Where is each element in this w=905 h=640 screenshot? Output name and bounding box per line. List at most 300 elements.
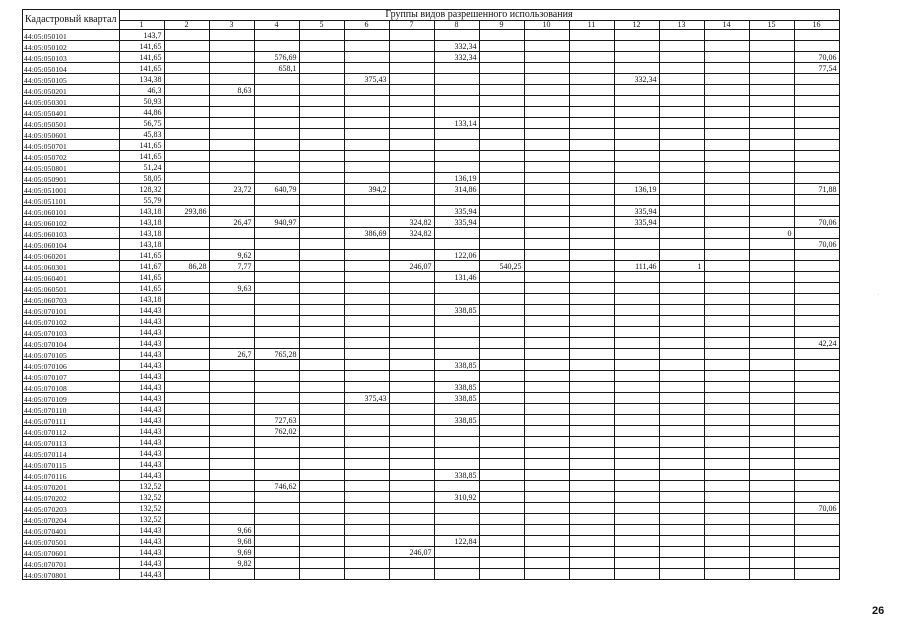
group-value (749, 514, 794, 525)
group-value (209, 107, 254, 118)
group-value (389, 415, 434, 426)
group-value: 141,65 (119, 140, 164, 151)
group-value (389, 41, 434, 52)
group-value (434, 162, 479, 173)
group-value (164, 129, 209, 140)
group-value (569, 536, 614, 547)
group-value (209, 426, 254, 437)
group-value (749, 118, 794, 129)
group-value (209, 294, 254, 305)
group-value (659, 107, 704, 118)
group-value (344, 415, 389, 426)
group-value (479, 239, 524, 250)
group-value (659, 118, 704, 129)
group-value (299, 371, 344, 382)
column-number: 12 (614, 21, 659, 30)
group-value (254, 459, 299, 470)
cadastral-number: 44:05:070113 (23, 437, 120, 448)
group-value (434, 481, 479, 492)
group-value: 141,65 (119, 250, 164, 261)
group-value (254, 525, 299, 536)
group-value (704, 173, 749, 184)
group-value (614, 547, 659, 558)
group-value (299, 162, 344, 173)
group-value (569, 151, 614, 162)
group-value (479, 162, 524, 173)
group-value (254, 283, 299, 294)
group-value (344, 250, 389, 261)
group-value (749, 316, 794, 327)
group-value (749, 492, 794, 503)
group-value: 144,43 (119, 470, 164, 481)
group-value (434, 151, 479, 162)
group-value (299, 393, 344, 404)
group-value (434, 547, 479, 558)
table-row (23, 41, 840, 52)
column-number: 2 (164, 21, 209, 30)
cadastral-number: 44:05:060103 (23, 228, 120, 239)
column-number: 5 (299, 21, 344, 30)
group-value (344, 294, 389, 305)
group-value (794, 404, 839, 415)
group-value (749, 107, 794, 118)
group-value: 143,18 (119, 217, 164, 228)
group-value (524, 250, 569, 261)
cadastral-number: 44:05:050301 (23, 96, 120, 107)
group-value (794, 272, 839, 283)
group-value (299, 382, 344, 393)
group-value (479, 195, 524, 206)
group-value (659, 316, 704, 327)
group-value (344, 261, 389, 272)
group-value (479, 481, 524, 492)
group-value (434, 569, 479, 580)
group-value (704, 151, 749, 162)
group-value (479, 107, 524, 118)
cadastral-number: 44:05:050101 (23, 30, 120, 41)
group-value (164, 184, 209, 195)
group-value (794, 96, 839, 107)
table-row (23, 415, 840, 426)
group-value (569, 283, 614, 294)
group-value (524, 96, 569, 107)
table-row (23, 162, 840, 173)
group-value (569, 118, 614, 129)
group-value: 540,25 (479, 261, 524, 272)
group-value (794, 514, 839, 525)
group-value (254, 173, 299, 184)
group-value (704, 41, 749, 52)
group-value (569, 184, 614, 195)
group-value (164, 63, 209, 74)
group-value (389, 338, 434, 349)
group-value (299, 294, 344, 305)
group-value (524, 41, 569, 52)
group-value (659, 536, 704, 547)
group-value (299, 316, 344, 327)
group-value (209, 514, 254, 525)
group-value (344, 349, 389, 360)
group-value: 143,18 (119, 294, 164, 305)
group-value (704, 228, 749, 239)
group-value: 8,63 (209, 85, 254, 96)
group-value (479, 547, 524, 558)
cadastral-number: 44:05:050701 (23, 140, 120, 151)
group-value (479, 437, 524, 448)
group-value (749, 305, 794, 316)
group-value: 143,18 (119, 239, 164, 250)
cadastral-number: 44:05:070801 (23, 569, 120, 580)
cadastral-number: 44:05:070701 (23, 558, 120, 569)
column-number: 7 (389, 21, 434, 30)
group-value (164, 96, 209, 107)
group-value (254, 371, 299, 382)
table-row (23, 206, 840, 217)
group-value (164, 404, 209, 415)
table-row (23, 338, 840, 349)
group-value (344, 459, 389, 470)
group-value: 46,3 (119, 85, 164, 96)
group-value (434, 338, 479, 349)
group-value (209, 338, 254, 349)
group-value (524, 239, 569, 250)
group-value (794, 173, 839, 184)
group-value (749, 404, 794, 415)
group-value (704, 283, 749, 294)
group-value: 246,07 (389, 261, 434, 272)
column-number: 15 (749, 21, 794, 30)
group-value (434, 63, 479, 74)
group-value (659, 349, 704, 360)
group-value (614, 41, 659, 52)
cadastral-number: 44:05:070102 (23, 316, 120, 327)
table-row (23, 173, 840, 184)
group-value (794, 371, 839, 382)
group-value: 338,85 (434, 382, 479, 393)
group-value (299, 283, 344, 294)
group-value (389, 492, 434, 503)
group-value (524, 173, 569, 184)
group-value (479, 503, 524, 514)
group-value (614, 382, 659, 393)
group-value (524, 283, 569, 294)
table-row (23, 382, 840, 393)
group-value (299, 85, 344, 96)
group-value (254, 305, 299, 316)
group-value (344, 52, 389, 63)
group-value (254, 272, 299, 283)
group-value (164, 393, 209, 404)
group-value (749, 371, 794, 382)
group-value (569, 360, 614, 371)
table-row (23, 239, 840, 250)
group-value (749, 52, 794, 63)
group-value (794, 294, 839, 305)
column-number: 1 (119, 21, 164, 30)
group-value (704, 382, 749, 393)
group-value (254, 382, 299, 393)
group-value (209, 96, 254, 107)
group-value (299, 437, 344, 448)
group-value (209, 415, 254, 426)
group-value (794, 382, 839, 393)
group-value (659, 426, 704, 437)
group-value: 141,65 (119, 272, 164, 283)
group-value (524, 118, 569, 129)
group-value (479, 393, 524, 404)
group-value (299, 569, 344, 580)
group-value (614, 415, 659, 426)
group-value (344, 151, 389, 162)
group-value (479, 305, 524, 316)
group-value (434, 316, 479, 327)
group-value (749, 437, 794, 448)
group-value (794, 261, 839, 272)
cadastral-number: 44:05:070107 (23, 371, 120, 382)
group-value (794, 448, 839, 459)
group-value (524, 316, 569, 327)
group-value (614, 393, 659, 404)
group-value (299, 349, 344, 360)
group-value (704, 426, 749, 437)
table-row (23, 360, 840, 371)
group-value: 144,43 (119, 437, 164, 448)
group-value (704, 162, 749, 173)
group-value (614, 151, 659, 162)
group-value (164, 283, 209, 294)
group-value: 640,79 (254, 184, 299, 195)
column-number: 10 (524, 21, 569, 30)
group-value (614, 162, 659, 173)
group-value (344, 481, 389, 492)
table-row (23, 74, 840, 85)
group-value (164, 481, 209, 492)
group-value (209, 316, 254, 327)
group-value (209, 305, 254, 316)
group-value (704, 393, 749, 404)
column-number: 3 (209, 21, 254, 30)
group-value (479, 316, 524, 327)
group-value (614, 239, 659, 250)
group-value (659, 415, 704, 426)
group-value (344, 404, 389, 415)
group-value (524, 85, 569, 96)
group-value (389, 382, 434, 393)
table-row (23, 547, 840, 558)
group-value (389, 74, 434, 85)
group-value (749, 250, 794, 261)
group-value: 746,62 (254, 481, 299, 492)
group-value: 762,02 (254, 426, 299, 437)
group-value (794, 107, 839, 118)
group-value (389, 536, 434, 547)
group-value (389, 503, 434, 514)
cadastral-number: 44:05:050201 (23, 85, 120, 96)
group-value (524, 327, 569, 338)
group-value (794, 30, 839, 41)
group-value: 9,68 (209, 536, 254, 547)
group-value (659, 228, 704, 239)
group-value (569, 129, 614, 140)
group-value (569, 261, 614, 272)
group-value (344, 514, 389, 525)
group-value (209, 393, 254, 404)
cadastral-number: 44:05:050104 (23, 63, 120, 74)
group-value (614, 470, 659, 481)
table-row (23, 514, 840, 525)
group-value (569, 217, 614, 228)
group-value (299, 151, 344, 162)
group-value (659, 206, 704, 217)
group-value (254, 250, 299, 261)
group-value (569, 140, 614, 151)
group-value (389, 63, 434, 74)
table-row (23, 503, 840, 514)
group-value (164, 151, 209, 162)
group-value (254, 547, 299, 558)
cadastral-number: 44:05:070501 (23, 536, 120, 547)
group-value (614, 272, 659, 283)
group-value (524, 470, 569, 481)
group-value (299, 217, 344, 228)
group-value: 51,24 (119, 162, 164, 173)
group-value (164, 316, 209, 327)
group-value (164, 272, 209, 283)
cadastral-number: 44:05:070110 (23, 404, 120, 415)
group-value (749, 239, 794, 250)
group-value (659, 52, 704, 63)
group-value (434, 448, 479, 459)
group-value: 45,83 (119, 129, 164, 140)
group-value (794, 459, 839, 470)
group-value (344, 360, 389, 371)
group-value (254, 294, 299, 305)
group-value (479, 294, 524, 305)
cadastral-number: 44:05:060401 (23, 272, 120, 283)
group-value (614, 129, 659, 140)
group-value (614, 503, 659, 514)
group-value (344, 448, 389, 459)
cadastral-number: 44:05:070201 (23, 481, 120, 492)
group-value (524, 195, 569, 206)
cadastral-number: 44:05:070115 (23, 459, 120, 470)
group-value (254, 514, 299, 525)
page-number: 26 (872, 605, 885, 617)
group-value (254, 437, 299, 448)
group-value (164, 514, 209, 525)
group-value (614, 360, 659, 371)
cadastral-number: 44:05:070101 (23, 305, 120, 316)
table-row (23, 525, 840, 536)
group-value (524, 338, 569, 349)
cadastral-number: 44:05:070111 (23, 415, 120, 426)
group-value (254, 206, 299, 217)
group-value (704, 107, 749, 118)
group-value (704, 294, 749, 305)
group-value (659, 459, 704, 470)
group-value (749, 85, 794, 96)
group-value (524, 459, 569, 470)
group-value (704, 338, 749, 349)
group-value (209, 437, 254, 448)
group-value (209, 228, 254, 239)
group-value (524, 261, 569, 272)
cadastral-number: 44:05:070108 (23, 382, 120, 393)
group-value (209, 360, 254, 371)
group-value (344, 173, 389, 184)
group-value (524, 547, 569, 558)
group-value: 394,2 (344, 184, 389, 195)
group-value: 86,28 (164, 261, 209, 272)
table-row (23, 283, 840, 294)
group-value (479, 96, 524, 107)
group-value (659, 327, 704, 338)
table-row (23, 63, 840, 74)
group-value (749, 74, 794, 85)
table-row (23, 85, 840, 96)
table-row (23, 459, 840, 470)
group-value (164, 195, 209, 206)
group-value (479, 283, 524, 294)
group-value (164, 162, 209, 173)
group-value (524, 228, 569, 239)
group-value (794, 228, 839, 239)
group-value (479, 569, 524, 580)
group-value (659, 184, 704, 195)
group-value (164, 30, 209, 41)
table-row (23, 118, 840, 129)
group-value (704, 492, 749, 503)
table-row (23, 426, 840, 437)
group-value (749, 41, 794, 52)
group-value (614, 404, 659, 415)
group-value (749, 261, 794, 272)
group-value (254, 470, 299, 481)
group-value (389, 151, 434, 162)
group-value (524, 272, 569, 283)
group-value: 26,47 (209, 217, 254, 228)
group-value (614, 30, 659, 41)
group-value (749, 382, 794, 393)
group-value (704, 481, 749, 492)
group-value (704, 360, 749, 371)
cadastral-number: 44:05:070116 (23, 470, 120, 481)
group-value (164, 569, 209, 580)
column-number: 6 (344, 21, 389, 30)
group-value (434, 525, 479, 536)
group-value (614, 349, 659, 360)
group-value (164, 74, 209, 85)
group-value (569, 228, 614, 239)
group-value (344, 118, 389, 129)
column-number: 9 (479, 21, 524, 30)
group-value (524, 415, 569, 426)
group-value: 9,82 (209, 558, 254, 569)
group-value: 940,97 (254, 217, 299, 228)
group-value: 338,85 (434, 470, 479, 481)
cadastral-number: 44:05:050501 (23, 118, 120, 129)
group-value (479, 327, 524, 338)
group-value (479, 415, 524, 426)
group-value (524, 514, 569, 525)
group-value (299, 184, 344, 195)
group-value (749, 415, 794, 426)
group-value (794, 525, 839, 536)
group-value (569, 349, 614, 360)
group-value (209, 140, 254, 151)
group-value (569, 569, 614, 580)
group-value: 132,52 (119, 503, 164, 514)
